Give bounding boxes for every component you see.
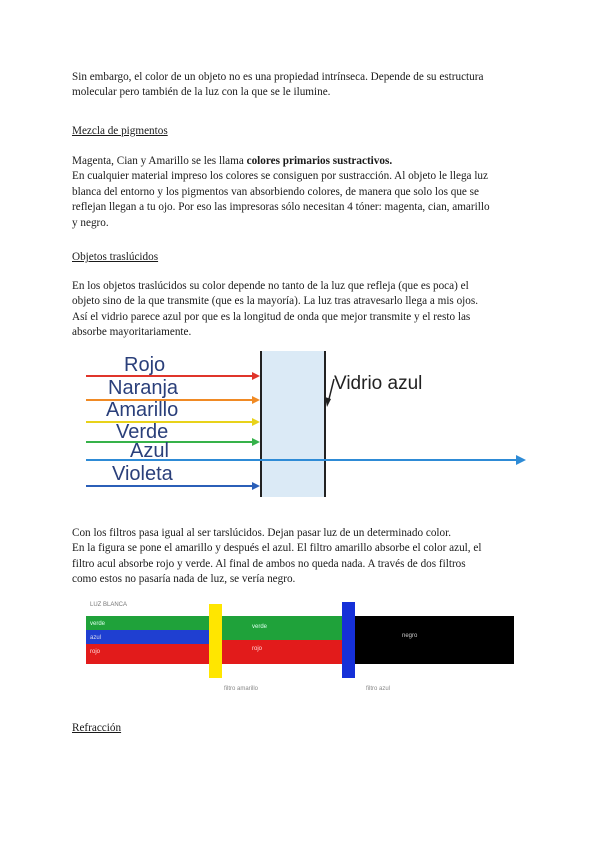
- pigmentos-line-3: reflejan llegan a tu ojo. Por eso las impresoras sólo necesitan 4 tóner: magenta, cian, amarillo: [72, 201, 490, 214]
- paragraph-filtros: [72, 526, 528, 588]
- filtros-line-3: filtro acul absorbe rojo y verde. Al final de ambos no queda nada. A través de dos filtros: [72, 557, 466, 570]
- pigmentos-lead: Magenta, Cian y Amarillo se les llama: [72, 155, 247, 167]
- yellow-filter: [209, 604, 222, 678]
- traslucidos-line-4: absorbe mayoritariamente.: [72, 326, 192, 339]
- filtros-line-2: En la figura se pone el amarillo y después el azul. El filtro amarillo absorbe el color azul, el: [72, 542, 482, 555]
- pigmentos-line-1: En cualquier material impreso los colores se consiguen por sustracción. Al objeto le llega luz: [72, 170, 488, 183]
- glass-pane: [260, 351, 326, 497]
- band-after-yellow-verde: [214, 616, 346, 640]
- band-after-yellow-label-verde: verde: [252, 624, 268, 630]
- glass-label: Vidrio azul: [334, 373, 423, 394]
- ray-violeta: [86, 463, 260, 490]
- traslucidos-line-2: objeto sino de la que transmite (que es la mayoría). La luz tras atravesarlo llega a mis ojos.: [72, 295, 479, 308]
- intro-line-1: Sin embargo, el color de un objeto no es una propiedad intrínseca. Depende de su estructura: [72, 71, 484, 83]
- pigmentos-line-2: blanca del entorno y los pigmentos van absorbiendo colores, de manera que solo los que se: [72, 185, 479, 198]
- output-black-band: [346, 616, 514, 664]
- band-verde: [86, 616, 214, 630]
- ray-label-verde: Verde: [116, 421, 169, 443]
- ray-amarillo: [86, 399, 260, 426]
- ray-label-rojo: Rojo: [124, 354, 166, 376]
- band-label-rojo: rojo: [90, 649, 101, 655]
- filtros-line-1: Con los filtros pasa igual al ser tarslúcidos. Dejan pasar luz de un determinado color.: [72, 527, 452, 539]
- band-label-azul: azul: [90, 635, 102, 641]
- ray-label-amarillo: Amarillo: [106, 399, 179, 421]
- pigmentos-line-4: y negro.: [72, 216, 109, 229]
- ray-label-naranja: Naranja: [108, 377, 179, 399]
- ray-label-azul: Azul: [130, 440, 169, 462]
- paragraph-pigmentos: [72, 154, 528, 231]
- figure-filtros: [84, 596, 518, 696]
- heading-objetos-traslucidos: Objetos traslúcidos: [72, 251, 159, 263]
- band-azul: [86, 630, 214, 644]
- traslucidos-line-3: Así el vidrio parece azul por que es la longitud de onda que mejor transmite y el resto las: [72, 310, 471, 323]
- band-after-yellow-rojo: [214, 640, 346, 664]
- traslucidos-line-1: En los objetos traslúcidos su color depende no tanto de la luz que refleja (que es poca) el: [72, 280, 469, 292]
- heading-mezcla-pigmentos: Mezcla de pigmentos: [72, 125, 168, 137]
- blue-filter-label: filtro azul: [366, 686, 391, 692]
- filtros-line-4: como estos no pasaría nada de luz, se vería negro.: [72, 573, 296, 586]
- pigmentos-bold: colores primarios sustractivos.: [246, 155, 393, 167]
- figure-vidrio-azul: [82, 345, 532, 500]
- ray-label-violeta: Violeta: [112, 463, 173, 485]
- ray-verde: [86, 421, 260, 446]
- band-after-yellow-label-rojo: rojo: [252, 646, 263, 652]
- filters-title: LUZ BLANCA: [90, 602, 128, 608]
- output-label: negro: [402, 633, 418, 639]
- paragraph-traslucidos: [72, 279, 528, 341]
- band-label-verde: verde: [90, 621, 106, 627]
- glass-label-pointer: [325, 379, 334, 407]
- paragraph-intro: [72, 70, 528, 101]
- yellow-filter-label: filtro amarillo: [224, 686, 259, 692]
- band-rojo: [86, 644, 214, 664]
- heading-refraccion: Refracción: [72, 722, 122, 734]
- intro-line-2: molecular pero también de la luz con la que se le ilumine.: [72, 86, 331, 99]
- blue-filter: [342, 602, 355, 678]
